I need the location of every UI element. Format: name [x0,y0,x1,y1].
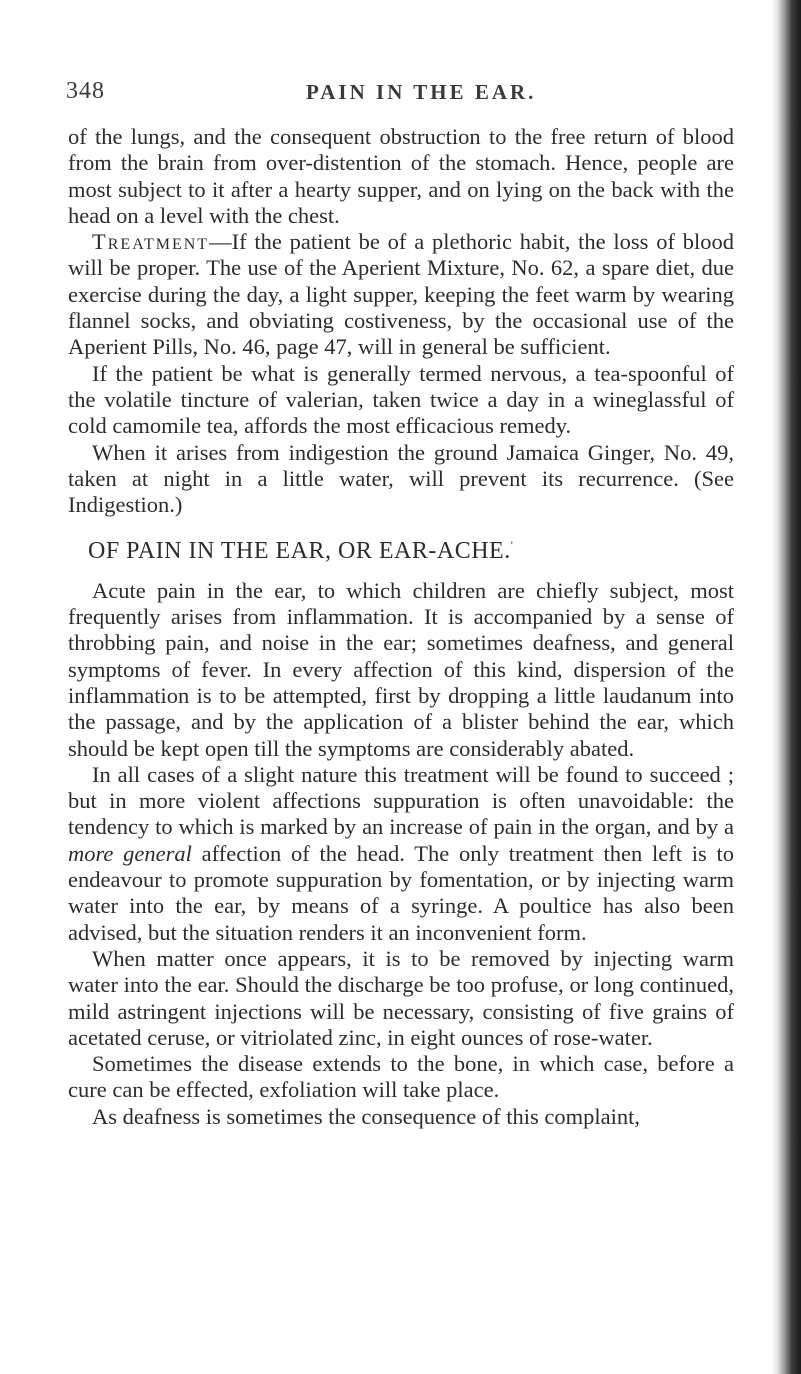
paragraph-bone: Sometimes the disease extends to the bone, in which case, before a cure can be effected, exfoliation will take place. [68,1051,734,1103]
paragraph-treatment [68,229,734,360]
slight-cases-text-b: affection of the head. The only treatment then left is to endeavour to promote suppuration by fomentation, or by injecting warm water into the ear, by means of a syringe. A poultice has also been advised, but the situation renders it an inconvenient form. [68,840,734,945]
paragraph-acute-pain: Acute pain in the ear, to which children are chiefly subject, most frequently arises from inflammation. It is accompanied by a sense of throbbing pain, and noise in the ear; sometimes deafness, and general symptoms of fever. In every affection of this kind, dispersion of the inflammation is to be attempted, first by dropping a little laudanum into the passage, and by the application of a blister behind the ear, which should be kept open till the symptoms are considerably abated. [68,577,734,761]
italic-phrase: more general [68,840,192,866]
treatment-label: Treatment [92,229,210,255]
paragraph-deafness: As deafness is sometimes the consequence of this complaint, [92,1103,640,1129]
binding-edge [771,0,801,1374]
paragraph-slight-cases [68,762,734,946]
page-number: 348 [66,78,105,104]
page-header [66,78,726,108]
running-head: PAIN IN THE EAR. [306,80,537,104]
body-text [68,124,734,1130]
paragraph-nervous: If the patient be what is generally termed nervous, a tea-spoonful of the volatile tincture of valerian, taken twice a day in a wineglassful of cold camomile tea, affords the most efficacious remedy. [68,360,734,439]
paragraph-continued: of the lungs, and the consequent obstruction to the free return of blood from the brain from over-distention of the stomach. Hence, people are most subject to it after a hearty supper, and on lying on the back with the head on a level with the chest. [68,124,734,228]
slight-cases-text-a: In all cases of a slight nature this treatment will be found to succeed ; but in more violent affections suppuration is often unavoidable: the tendency to which is marked by an increase of pain in the organ, and by a [68,761,734,840]
paragraph-matter: When matter once appears, it is to be removed by injecting warm water into the ear. Should the discharge be too profuse, or long continued, mild astringent injections will be necessary, consisting of five grains of acetated ceruse, or vitriolated zinc, in eight ounces of rose-water. [68,945,734,1050]
paragraph-indigestion: When it arises from indigestion the ground Jamaica Ginger, No. 49, taken at night in a little water, will prevent its recurrence. (See Indigestion.) [68,439,734,518]
treatment-text: —If the patient be of a plethoric habit, the loss of blood will be proper. The use of the Aperient Mixture, No. 62, a spare diet, due exercise during the day, a light supper, keeping the feet warm by wearing flannel socks, and obviating costiveness, by the occasional use of the Aperient Pills, No. 46, page 47, will in general be sufficient. [68,229,734,360]
section-heading-text: OF PAIN IN THE EAR, OR EAR-ACHE. [88,538,511,565]
section-heading [68,532,734,564]
heading-mark: ' [510,538,514,553]
